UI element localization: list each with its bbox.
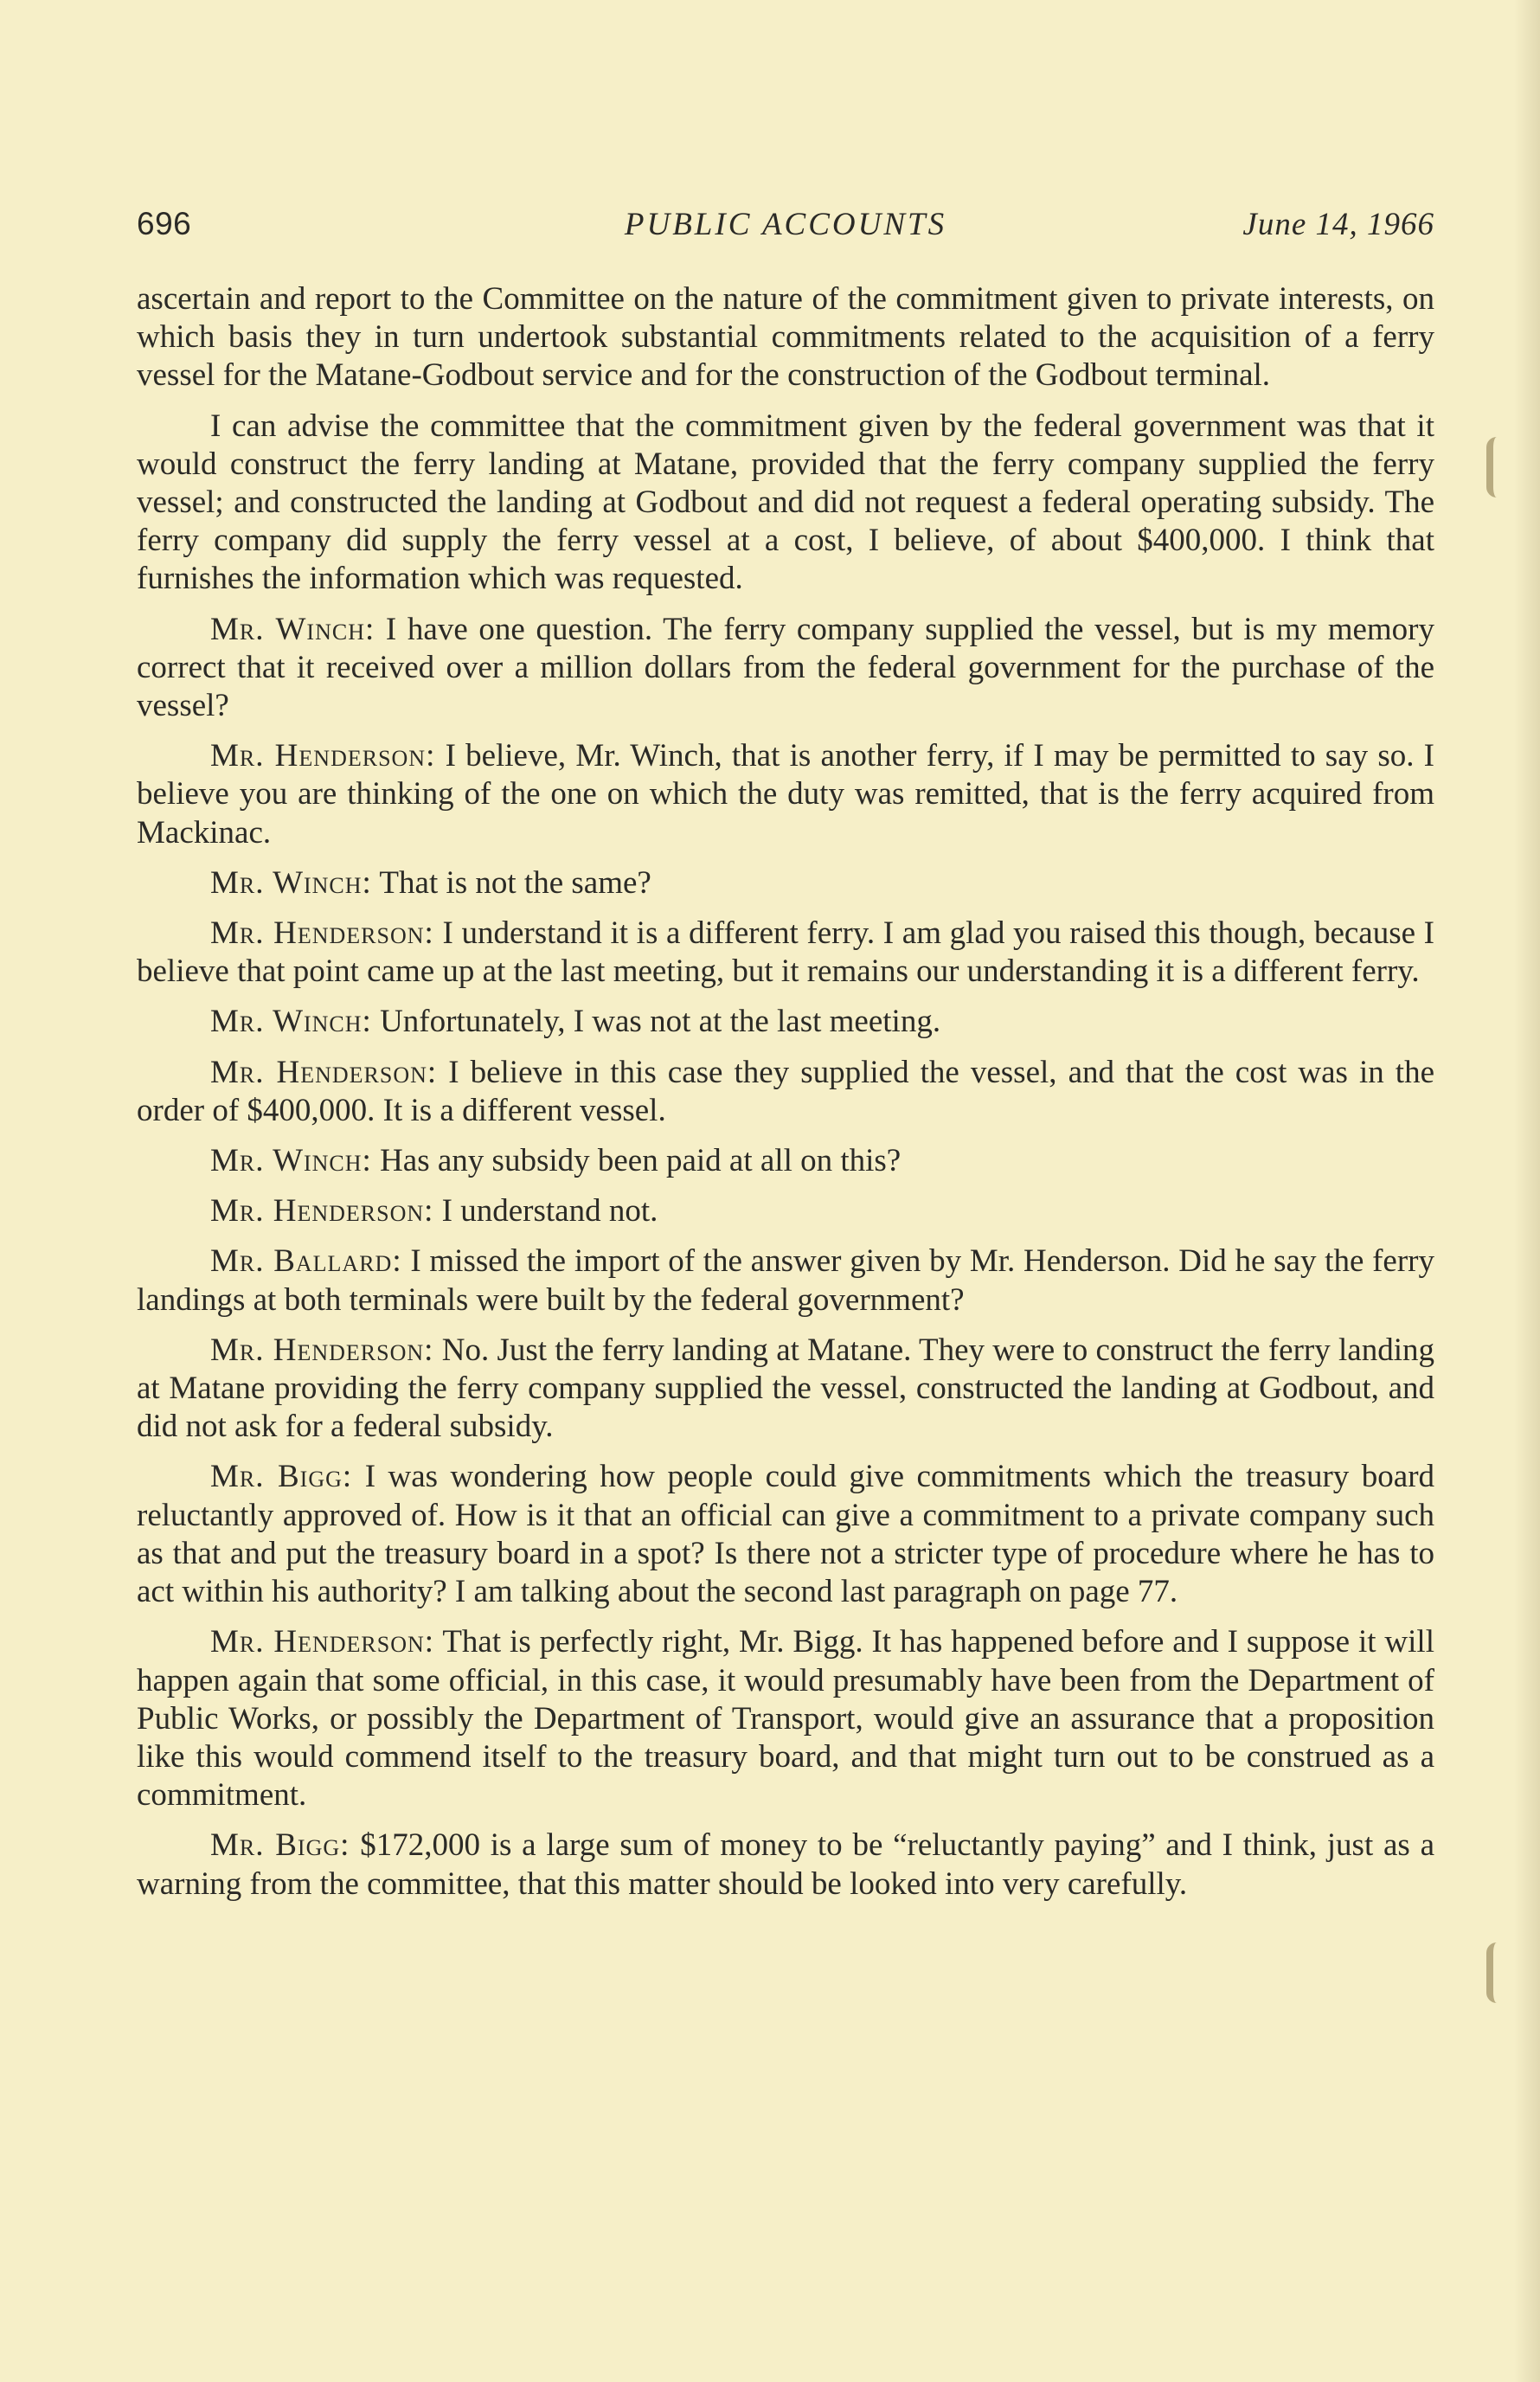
paragraph-text: I believe in this case they supplied the vessel, and that the cost was in the order of $400,000. It is a different vessel. (137, 1054, 1435, 1128)
paragraph (137, 864, 1434, 902)
paragraph (137, 1458, 1434, 1611)
paragraph-text: That is not the same? (379, 864, 651, 901)
speaker-name: Mr. Ballard: (210, 1243, 402, 1280)
paragraph-text: No. Just the ferry landing at Matane. They were to construct the ferry landing at Matane providing the ferry company supplied the vessel, constructed the landing at Godbout, and did not ask for a federal subsidy. (137, 1332, 1434, 1445)
paragraph-text: That is perfectly right, Mr. Bigg. It has happened before and I suppose it will happen again that some official, in this case, it would presumably have been from the Department of Public Works, or possibly the Department of Transport, would give an assurance that a proposition like this would commend itself to the treasury board, and that might turn out to be construed as a commitment. (137, 1624, 1434, 1814)
speaker-name: Mr. Winch: (210, 611, 375, 647)
paragraph-text: I understand not. (441, 1193, 658, 1230)
page-edge-shadow (1514, 0, 1540, 2382)
speaker-name: Mr. Bigg: (210, 1827, 350, 1864)
paragraph (137, 1003, 1434, 1041)
speaker-name: Mr. Henderson: (210, 1624, 435, 1660)
paragraph-text: I was wondering how people could give commitments which the treasury board reluctantly approved of. How is it that an official can give a commitment to a private company such as that and put the treasury board in a spot? Is there not a stricter type of procedure where he has to act within his authority? I am talking about the second last paragraph on page 77. (137, 1459, 1435, 1610)
paragraph (137, 280, 1434, 395)
paragraph (137, 915, 1434, 991)
speaker-name: Mr. Henderson: (210, 1193, 434, 1230)
paragraph (137, 1242, 1434, 1319)
paragraph (137, 1192, 1434, 1230)
paragraph-text: I can advise the committee that the commitment given by the federal government was that it would construct the ferry landing at Matane, provided that the ferry company supplied the ferry vessel; and constructed the landing at Godbout and did not request a federal operating subsidy. The ferry company did supply the ferry vessel at a cost, I believe, of about $400,000. I think that furnishes the information which was requested. (137, 408, 1434, 597)
paragraph-text: Unfortunately, I was not at the last meeting. (380, 1004, 941, 1040)
paragraph (137, 1332, 1434, 1447)
paragraph (137, 408, 1434, 599)
speaker-name: Mr. Winch: (210, 1143, 372, 1179)
paragraph (137, 1142, 1434, 1180)
speaker-name: Mr. Winch: (210, 864, 372, 901)
paragraph (137, 1623, 1434, 1814)
paragraph-text: I have one question. The ferry company supplied the vessel, but is my memory correct that it received over a million dollars from the federal government for the purchase of the vessel? (137, 611, 1434, 724)
speaker-name: Mr. Henderson: (210, 915, 434, 952)
speaker-name: Mr. Henderson: (210, 1054, 438, 1090)
paragraph-text: ascertain and report to the Committee on the nature of the commitment given to private interests, on which basis they in turn undertook substantial commitments related to the acquisition of a ferry vessel for the Matane-Godbout service and for the construction of the Godbout terminal. (137, 281, 1434, 394)
paragraph-text: I missed the import of the answer given by Mr. Henderson. Did he say the ferry landings at both terminals were built by the federal government? (137, 1243, 1434, 1318)
paragraph (137, 1827, 1434, 1903)
speaker-name: Mr. Bigg: (210, 1459, 353, 1495)
paragraph (137, 611, 1434, 726)
speaker-name: Mr. Henderson: (210, 738, 436, 774)
speaker-name: Mr. Henderson: (210, 1332, 434, 1368)
paragraph-text: I understand it is a different ferry. I am glad you raised this though, because I believe that point came up at the last meeting, but it remains our understanding it is a different ferry. (137, 915, 1435, 990)
transcript-body (137, 280, 1434, 1916)
paragraph-text: $172,000 is a large sum of money to be “reluctantly paying” and I think, just as a warning from the committee, that this matter should be looked into very carefully. (137, 1827, 1434, 1902)
paragraph (137, 1054, 1434, 1130)
paragraph (137, 737, 1434, 852)
header-date: June 14, 1966 (1242, 207, 1434, 242)
paragraph-text: I believe, Mr. Winch, that is another ferry, if I may be permitted to say so. I believe you are thinking of the one on which the duty was remitted, that is the ferry acquired from Mackinac. (137, 738, 1434, 851)
binding-mark (1486, 1942, 1509, 2003)
binding-mark (1486, 437, 1509, 498)
page-number: 696 (137, 206, 192, 241)
paragraph-text: Has any subsidy been paid at all on this? (380, 1143, 902, 1179)
speaker-name: Mr. Winch: (210, 1004, 372, 1040)
running-head: PUBLIC ACCOUNTS (624, 207, 947, 242)
